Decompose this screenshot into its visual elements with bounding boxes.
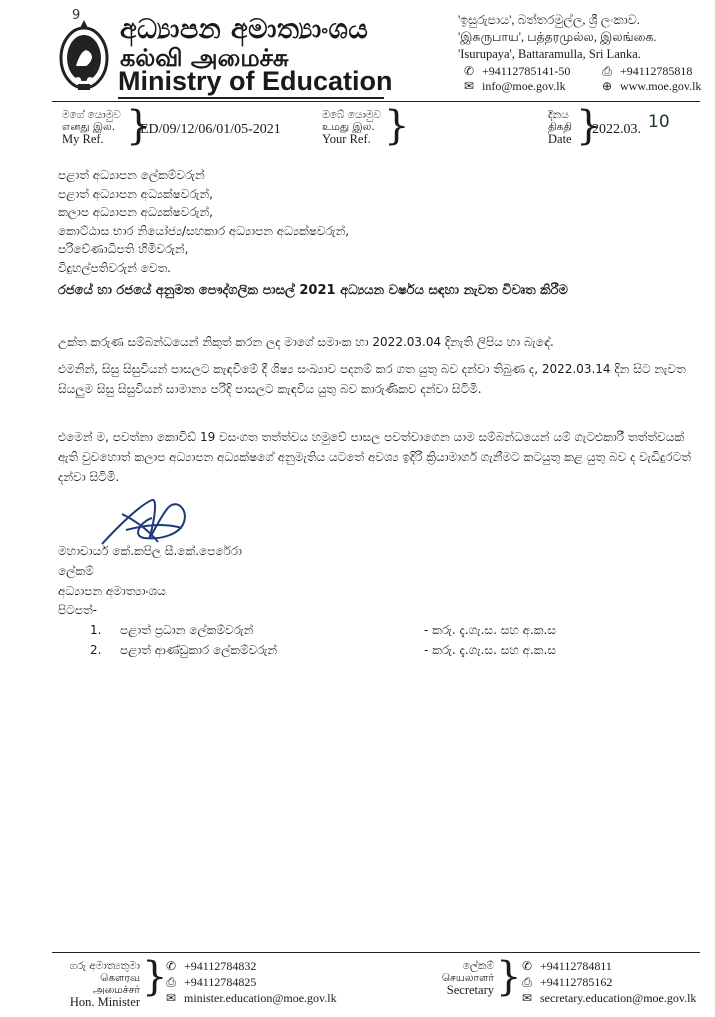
your-ref-brace: }	[384, 103, 410, 149]
my-ref-brace: }	[126, 103, 152, 149]
fax-icon: ⎙	[602, 64, 612, 78]
secretary-fax: ⎙ +94112785162	[520, 975, 612, 990]
secretary-label: ලේකම් செயலாளர் Secretary	[441, 960, 494, 997]
copy-item-number: 1.	[90, 623, 102, 637]
secretary-brace: }	[496, 954, 522, 1000]
minister-email: ✉ minister.education@moe.gov.lk	[165, 991, 337, 1005]
body-paragraph: එමනින්, සිසු සිසුවියන් පාසලට කැඳවීමේ දී ශිෂ්‍ය සංඛ්‍යාව පදනම් කර ගත යුතු බව දන්වා තිබුණ ද, 2022.03.14 දින සිට නැවත සියලුම සිසු සිසුවියන් සාමාන්‍ය පරිදි පාසලට කැඳවිය යුතු බව කාරුණිකව දන්වා සිටිමි.	[58, 362, 686, 396]
signatory-name: මහාචාර්ය කේ.කපිල සී.කේ.පෙරේරා	[58, 544, 242, 558]
secretary-phone: ✆ +94112784811	[521, 959, 612, 973]
title-tamil: கல்வி அமைச்சு	[120, 44, 289, 72]
page-number: 9	[72, 8, 81, 23]
signatory-org: අධ්‍යාපන අමාත්‍යාංශය	[58, 584, 166, 598]
addressee-line: පරිවේණාධිපති හිමිවරුන්,	[58, 242, 189, 256]
my-ref-label: මගේ යොමුව எனது இல. My Ref.	[62, 109, 121, 146]
phone-icon: ✆	[165, 959, 177, 973]
secretary-email: ✉ secretary.education@moe.gov.lk	[521, 991, 697, 1005]
footer-divider	[52, 952, 700, 953]
phone-icon: ✆	[521, 959, 533, 973]
addressee-line: පළාත් අධ්‍යාපන ලේකම්වරුන්	[58, 168, 205, 182]
email-icon: ✉	[165, 991, 177, 1005]
date-label: දිනය திகதி Date	[548, 109, 572, 146]
minister-fax: ⎙ +94112784825	[164, 975, 256, 990]
title-underline	[118, 97, 384, 99]
globe-icon: ⊕	[601, 79, 613, 93]
header-web: ⊕ www.moe.gov.lk	[601, 79, 702, 93]
copy-item-note: - කරු. දැ.ගැ.ස. සහ අ.ක.ස	[424, 643, 556, 657]
copy-item-note: - කරු. දැ.ගැ.ස. සහ අ.ක.ස	[424, 623, 556, 637]
addressee-line: කලාප අධ්‍යාපන අධ්‍යක්ෂවරුන්,	[58, 205, 214, 219]
body-paragraph: එමෙන් ම, පවත්නා කොවිඩ් 19 වසංගත තත්ත්වය හමුවේ පාසල පවත්වාගෙන යාම සම්බන්ධයෙන් යම් ගැටළුකාරී තත්ත්වයක් ඇති වුවහොත් කලාප අධ්‍යාපන අධ්‍යක්ෂගේ අනුමැතිය යටතේ අවශ්‍ය ඉදිරි ක්‍රියාමාර්ග ගැනීමට කටයුතු කළ යුතු බව ද වැඩිදුරටත් දන්වා සිටිමි.	[58, 430, 691, 484]
header-email: ✉ info@moe.gov.lk	[463, 79, 566, 93]
signature-block	[58, 541, 242, 601]
address-tamil: 'இசுருபாய', பத்தரமுல்ல, இலங்கை.	[458, 30, 657, 44]
email-icon: ✉	[463, 79, 475, 93]
minister-brace: }	[142, 954, 168, 1000]
signatory-title: ලේකම්	[58, 564, 94, 578]
addressee-line: විදුහල්පතිවරුන් වෙත.	[58, 260, 172, 275]
fax-icon: ⎙	[522, 975, 532, 989]
fax-icon: ⎙	[166, 975, 176, 989]
letter-subject: රජයේ හා රජයේ අනුමත පෞද්ගලික පාසල් 2021 අධ්‍යයන වර්ෂය සඳහා නැවත විවෘත කිරීම	[58, 283, 568, 298]
copies-heading: පිටපත්-	[58, 603, 97, 617]
date-handwritten-day: 10	[648, 112, 670, 132]
address-english: 'Isurupaya', Battaramulla, Sri Lanka.	[458, 47, 641, 61]
ministry-address	[458, 12, 657, 63]
addressee-line: කොට්ඨාස භාර නියෝජ්‍ය/සහකාර අධ්‍යාපන අධ්‍යක්ෂවරුන්,	[58, 223, 350, 238]
minister-phone: ✆ +94112784832	[165, 959, 257, 973]
addressee-list	[58, 166, 349, 277]
header-fax: ⎙ +94112785818	[600, 64, 692, 79]
address-sinhala: 'ඉසුරුපාය', බත්තරමුල්ල, ශ්‍රී ලංකාව.	[458, 13, 640, 27]
your-ref-label: ඔබේ යොමුව உமது இல. Your Ref.	[322, 109, 382, 146]
date-value: 2022.03.	[592, 122, 641, 137]
copy-item-number: 2.	[90, 643, 102, 657]
date-brace: }	[576, 103, 602, 149]
my-ref-value: ED/09/12/06/01/05-2021	[140, 122, 281, 137]
title-english: Ministry of Education	[118, 66, 393, 96]
copy-item-recipient: පළාත් ආණ්ඩුකාර ලේකම්වරුන්	[120, 643, 278, 657]
phone-icon: ✆	[463, 64, 475, 78]
header-divider	[52, 101, 700, 102]
body-paragraph: උක්ත කරුණ සම්බන්ධයෙන් නිකුත් කරන ලද මාගේ සමාංක හා 2022.03.04 දිනැති ලිපිය හා බැඳේ.	[58, 335, 554, 349]
header-phone: ✆ +94112785141-50	[463, 64, 571, 78]
email-icon: ✉	[521, 991, 533, 1005]
addressee-line: පළාත් අධ්‍යාපන අධ්‍යක්ෂවරුන්,	[58, 186, 214, 201]
title-sinhala: අධ්‍යාපන අමාත්‍යාංශය	[120, 14, 369, 45]
sri-lanka-emblem-icon	[58, 18, 110, 92]
copy-item-recipient: පළාත් ප්‍රධාන ලේකම්වරුන්	[120, 623, 254, 637]
minister-label: ගරු අමාත්‍යතුමා கௌரவ அமைச்சர் Hon. Minister	[69, 960, 140, 1009]
